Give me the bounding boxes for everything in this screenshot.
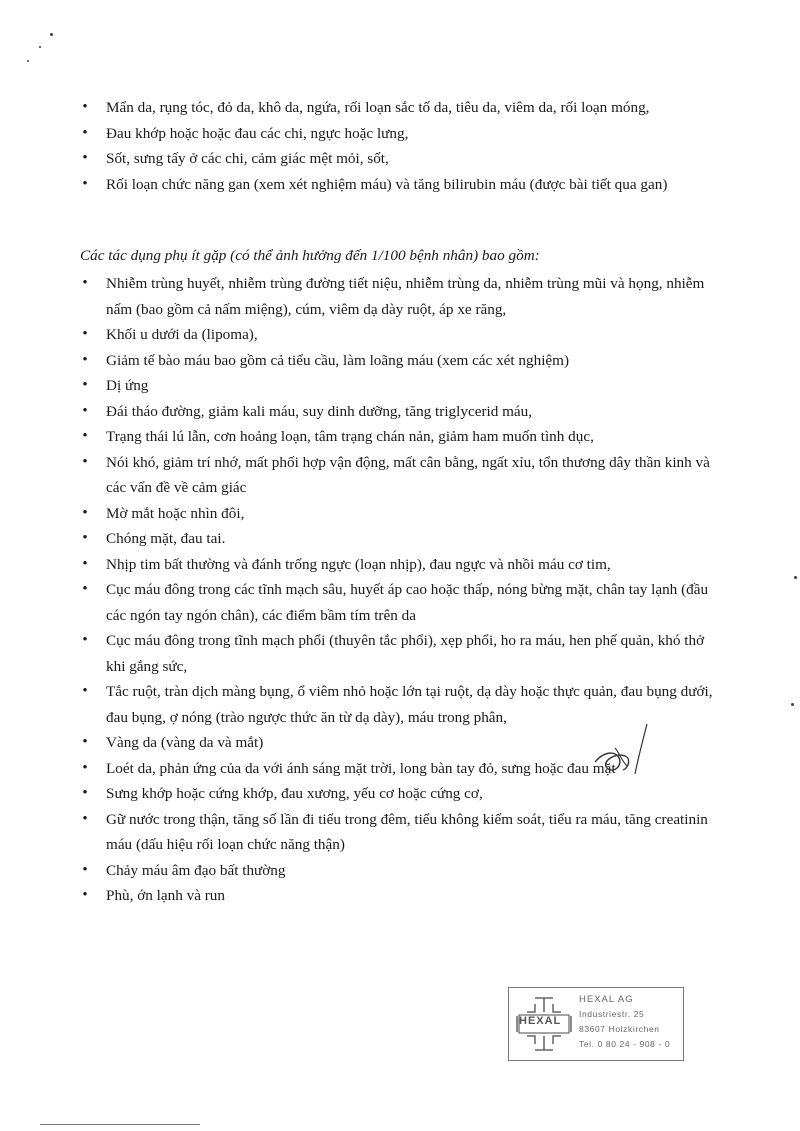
list-item-text: Loét da, phản ứng của da với ánh sáng mặt trời, long bàn tay đỏ, sưng hoặc đau mặt bbox=[106, 759, 616, 777]
list-item-text: Nói khó, giảm trí nhớ, mất phối hợp vận động, mất cân bằng, ngất xỉu, tổn thương dây thần kinh và các vấn đề về cảm giác bbox=[106, 453, 710, 496]
list-item bbox=[0, 501, 800, 527]
bullet-icon: • bbox=[82, 377, 88, 393]
list-item-text: Gữ nước trong thận, tăng số lần đi tiểu trong đêm, tiểu không kiểm soát, tiểu ra máu, tăng creatinin máu (dấu hiệu rối loạn chức năng thận) bbox=[106, 810, 708, 853]
list-item-text: Chảy máu âm đạo bất thường bbox=[106, 861, 286, 879]
stamp-street: Industriestr. 25 bbox=[579, 1009, 645, 1019]
bullet-icon: • bbox=[82, 530, 88, 546]
bullet-icon: • bbox=[82, 99, 88, 115]
list-item bbox=[0, 271, 800, 322]
list-item-text: Chóng mặt, đau tai. bbox=[106, 530, 226, 547]
list-item-text: Đái tháo đường, giảm kali máu, suy dinh dưỡng, tăng triglycerid máu, bbox=[106, 402, 533, 420]
list-item bbox=[0, 807, 800, 858]
scan-speck bbox=[27, 60, 29, 62]
list-item bbox=[0, 552, 800, 578]
bullet-icon: • bbox=[82, 887, 88, 903]
list-item-text: Rối loạn chức năng gan (xem xét nghiệm máu) và tăng bilirubin máu (được bài tiết qua gan) bbox=[106, 175, 668, 193]
company-stamp bbox=[508, 987, 684, 1061]
bullet-icon: • bbox=[82, 275, 88, 291]
list-item bbox=[0, 883, 800, 909]
bullet-icon: • bbox=[82, 402, 88, 419]
list-item bbox=[0, 322, 800, 348]
list-item-text: Vàng da (vàng da và mắt) bbox=[106, 734, 264, 751]
uncommon-side-effects-heading: Các tác dụng phụ ít gặp (có thể ảnh hưởng đến 1/100 bệnh nhân) bao gồm: bbox=[80, 247, 540, 264]
list-item-text: Sốt, sưng tấy ở các chi, cảm giác mệt mỏi, sốt, bbox=[106, 150, 389, 167]
stamp-city: 83607 Holzkirchen bbox=[579, 1024, 660, 1034]
list-item bbox=[0, 577, 800, 628]
list-item bbox=[0, 95, 800, 121]
bullet-icon: • bbox=[82, 759, 88, 776]
bullet-icon: • bbox=[82, 504, 88, 521]
list-item-text: Nhịp tim bất thường và đánh trống ngực (loạn nhịp), đau ngực và nhồi máu cơ tim, bbox=[106, 555, 611, 573]
bullet-icon: • bbox=[82, 810, 88, 827]
stamp-logo-text: HEXAL bbox=[519, 1015, 562, 1027]
list-item bbox=[0, 679, 800, 730]
list-item bbox=[0, 399, 800, 425]
bottom-rule bbox=[40, 1124, 200, 1125]
list-item-text: Phù, ớn lạnh và run bbox=[106, 887, 225, 904]
list-item-text: Mẩn da, rụng tóc, đỏ da, khô da, ngứa, rối loạn sắc tố da, tiêu da, viêm da, rối loạn móng, bbox=[106, 99, 650, 116]
bullet-icon: • bbox=[82, 581, 88, 597]
bullet-icon: • bbox=[82, 785, 88, 801]
stamp-company: HEXAL AG bbox=[579, 994, 634, 1005]
bullet-icon: • bbox=[82, 683, 88, 699]
bullet-icon: • bbox=[82, 632, 88, 648]
scan-speck bbox=[50, 33, 53, 36]
bullet-icon: • bbox=[82, 453, 88, 470]
side-effects-list-top bbox=[0, 95, 800, 197]
list-item bbox=[0, 756, 800, 782]
bullet-icon: • bbox=[82, 555, 88, 572]
list-item-text: Nhiễm trùng huyết, nhiễm trùng đường tiết niệu, nhiễm trùng da, nhiễm trùng mũi và họng, nhiễm nấm (bao gồm cả nấm miệng), cúm, viêm dạ dày ruột, áp xe răng, bbox=[106, 275, 705, 318]
list-item bbox=[0, 373, 800, 399]
list-item bbox=[0, 526, 800, 552]
bullet-icon: • bbox=[82, 124, 88, 141]
list-item-text: Trạng thái lú lẫn, cơn hoảng loạn, tâm trạng chán nản, giảm ham muốn tình dục, bbox=[106, 428, 594, 445]
bullet-icon: • bbox=[82, 734, 88, 750]
list-item-text: Mờ mắt hoặc nhìn đôi, bbox=[106, 504, 245, 522]
list-item-text: Đau khớp hoặc hoặc đau các chi, ngực hoặc lưng, bbox=[106, 124, 409, 142]
scan-speck bbox=[39, 46, 41, 48]
list-item bbox=[0, 450, 800, 501]
bullet-icon: • bbox=[82, 351, 88, 368]
list-item-text: Giảm tế bào máu bao gồm cả tiểu cầu, làm loãng máu (xem các xét nghiệm) bbox=[106, 351, 570, 369]
list-item bbox=[0, 348, 800, 374]
bullet-icon: • bbox=[82, 175, 88, 192]
uncommon-side-effects-list bbox=[0, 271, 800, 909]
list-item bbox=[0, 858, 800, 884]
list-item bbox=[0, 172, 800, 198]
list-item-text: Cục máu đông trong tĩnh mạch phổi (thuyên tắc phổi), xẹp phổi, ho ra máu, hen phế quản, khó thở khi gắng sức, bbox=[106, 632, 705, 675]
list-item bbox=[0, 121, 800, 147]
list-item bbox=[0, 781, 800, 807]
list-item bbox=[0, 146, 800, 172]
list-item-text: Tắc ruột, tràn dịch màng bụng, ổ viêm nhỏ hoặc lớn tại ruột, dạ dày hoặc thực quản, đau bụng dưới, đau bụng, ợ nóng (trào ngược thức ăn từ dạ dày), máu trong phân, bbox=[106, 683, 713, 726]
list-item bbox=[0, 730, 800, 756]
bullet-icon: • bbox=[82, 428, 88, 444]
bullet-icon: • bbox=[82, 150, 88, 166]
list-item-text: Dị ứng bbox=[106, 377, 149, 394]
bullet-icon: • bbox=[82, 861, 88, 878]
bullet-icon: • bbox=[82, 326, 88, 342]
list-item-text: Sưng khớp hoặc cứng khớp, đau xương, yếu cơ hoặc cứng cơ, bbox=[106, 785, 483, 802]
list-item bbox=[0, 424, 800, 450]
signature-mark bbox=[585, 722, 665, 782]
list-item-text: Cục máu đông trong các tĩnh mạch sâu, huyết áp cao hoặc thấp, nóng bừng mặt, chân tay lạnh (đầu các ngón tay ngón chân), các điểm bầm tím trên da bbox=[106, 581, 709, 624]
list-item-text: Khối u dưới da (lipoma), bbox=[106, 326, 258, 343]
stamp-phone: Tel. 0 80 24 - 908 - 0 bbox=[579, 1039, 671, 1049]
list-item bbox=[0, 628, 800, 679]
